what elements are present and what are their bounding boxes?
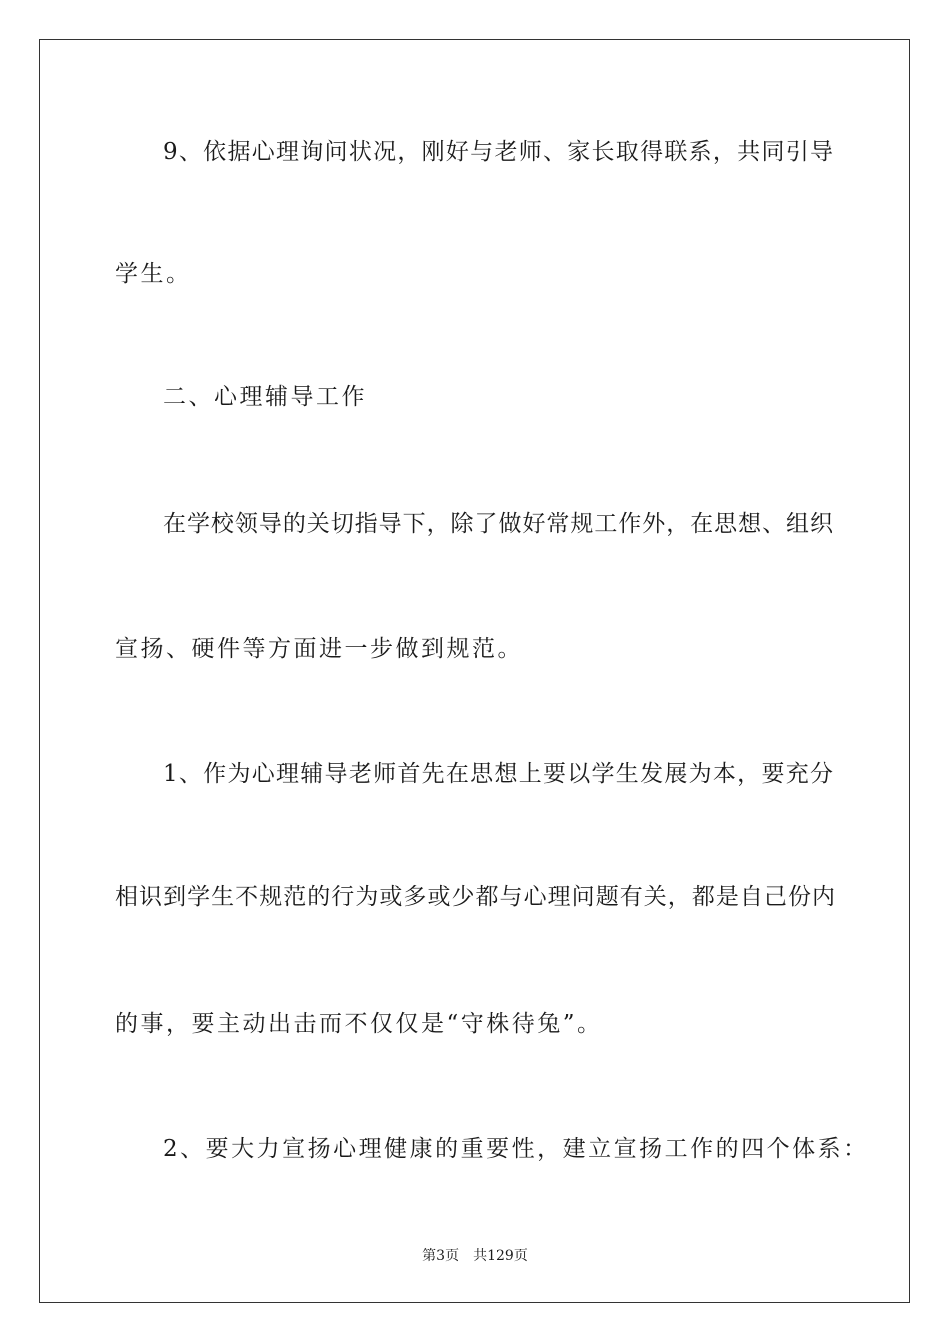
page-footer xyxy=(0,1246,950,1266)
page-border xyxy=(39,39,910,1303)
paragraph-line-5: 宣扬、硬件等方面进一步做到规范。 xyxy=(115,636,523,662)
paragraph-line-6: 1、作为心理辅导老师首先在思想上要以学生发展为本，要充分 xyxy=(163,761,833,787)
section-heading: 二、心理辅导工作 xyxy=(163,384,367,410)
paragraph-line-9: 2、要大力宣扬心理健康的重要性，建立宣扬工作的四个体系： xyxy=(163,1136,869,1162)
paragraph-line-8: 的事，要主动出击而不仅仅是“守株待兔”。 xyxy=(115,1011,603,1037)
total-pages: 共129页 xyxy=(473,1248,528,1264)
paragraph-line-2: 学生。 xyxy=(115,261,192,287)
paragraph-line-1: 9、依据心理询问状况，刚好与老师、家长取得联系，共同引导 xyxy=(163,139,833,165)
paragraph-line-7: 相识到学生不规范的行为或多或少都与心理问题有关，都是自己份内 xyxy=(115,884,835,910)
page-number: 第3页 xyxy=(422,1248,460,1264)
paragraph-line-4: 在学校领导的关切指导下，除了做好常规工作外，在思想、组织 xyxy=(163,511,833,537)
